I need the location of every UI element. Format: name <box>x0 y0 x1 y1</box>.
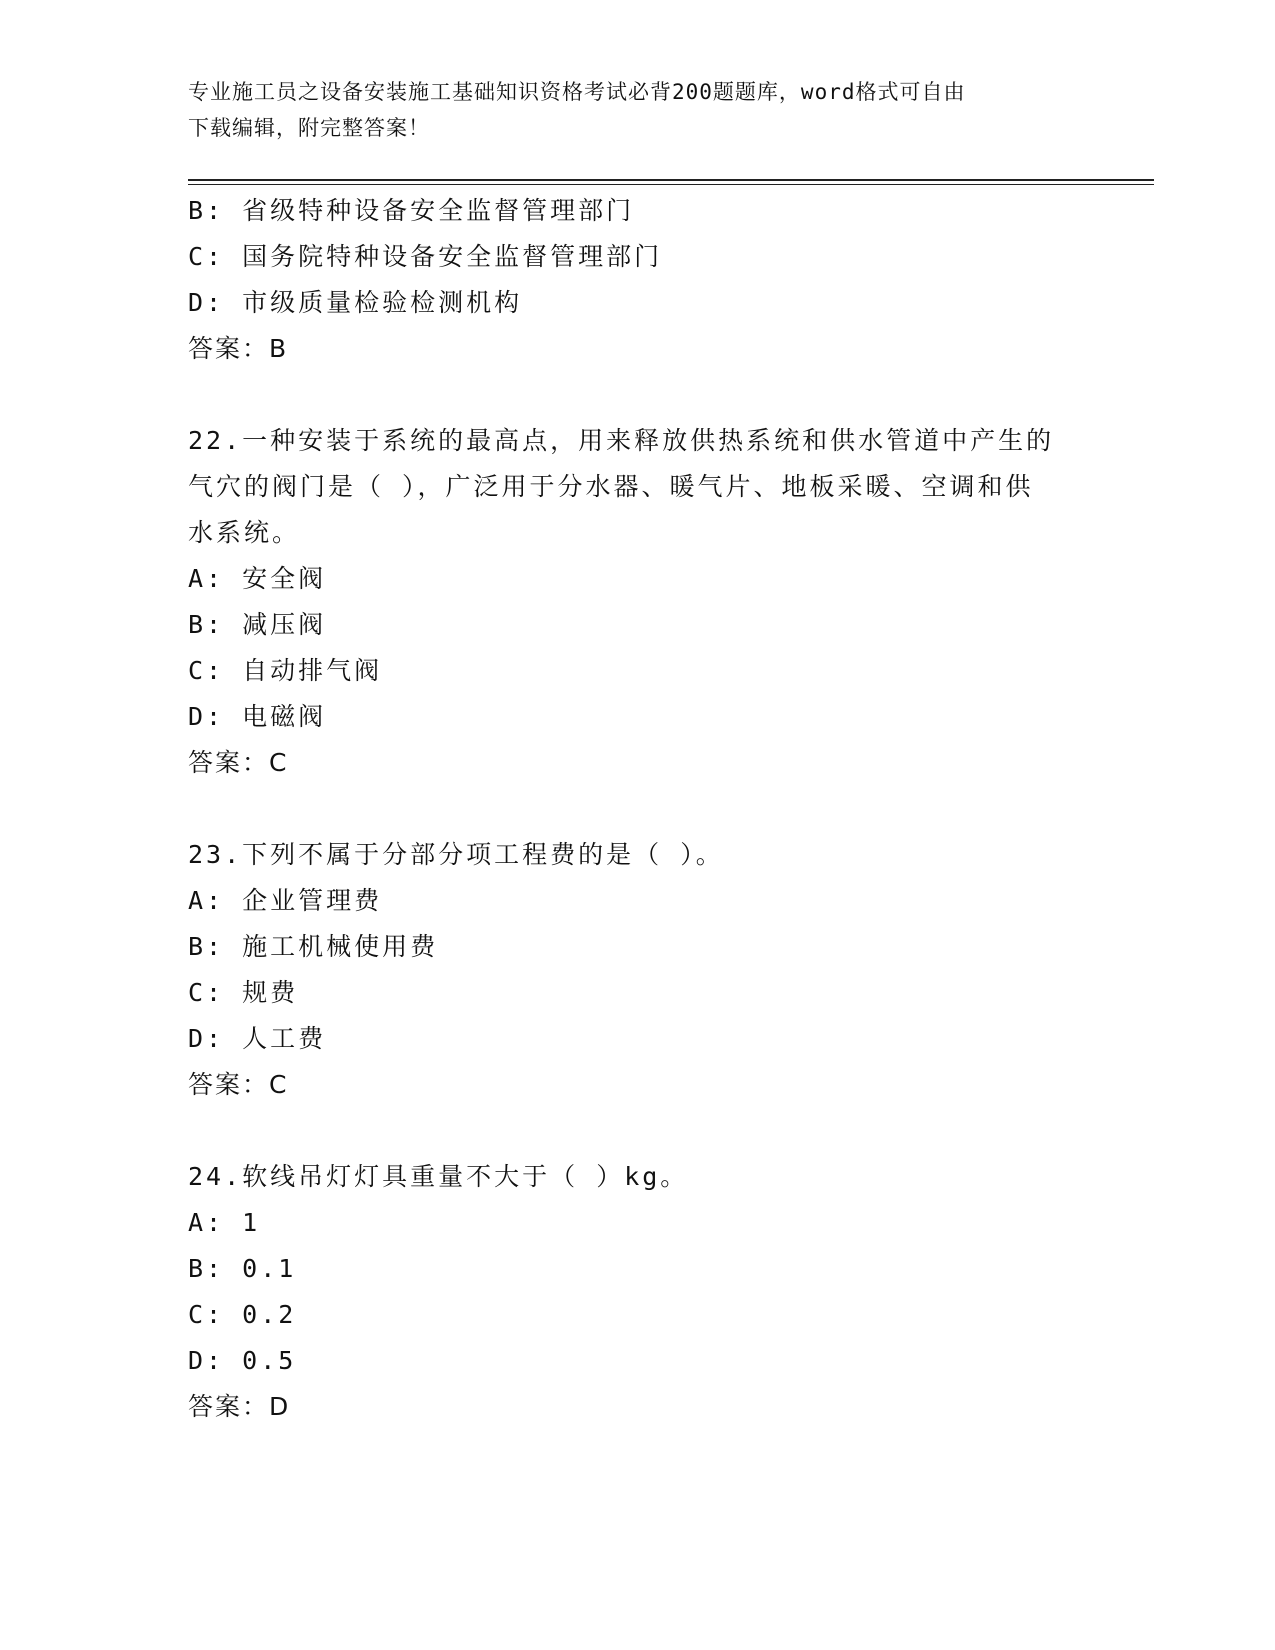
option-a: A: 安全阀 <box>188 564 327 593</box>
spacer <box>188 1108 1088 1154</box>
option-d: D: 人工费 <box>188 1024 327 1053</box>
question-stem-line: 气穴的阀门是（ ），广泛用于分水器、暖气片、地板采暖、空调和供 <box>188 472 1034 501</box>
option-d: D: 0.5 <box>188 1346 297 1375</box>
option-b: B: 减压阀 <box>188 610 327 639</box>
option-b: B: 省级特种设备安全监督管理部门 <box>188 196 635 225</box>
spacer <box>188 372 1088 418</box>
answer-label: 答案：C <box>188 1070 289 1099</box>
option-d: D: 市级质量检验检测机构 <box>188 288 523 317</box>
answer-label: 答案：D <box>188 1392 291 1421</box>
header-line-1: 专业施工员之设备安装施工基础知识资格考试必背200题题库，word格式可自由 <box>188 80 966 104</box>
question-list <box>188 188 1088 1430</box>
question-stem-line: 23.下列不属于分部分项工程费的是（ ）。 <box>188 840 724 869</box>
option-c: C: 0.2 <box>188 1300 297 1329</box>
question-24 <box>188 1154 1088 1430</box>
answer-label: 答案：B <box>188 334 289 363</box>
option-c: C: 自动排气阀 <box>188 656 383 685</box>
question-22 <box>188 418 1088 786</box>
document-header <box>188 74 1068 146</box>
header-rule-thin <box>188 184 1154 185</box>
spacer <box>188 786 1088 832</box>
answer-label: 答案：C <box>188 748 289 777</box>
option-d: D: 电磁阀 <box>188 702 327 731</box>
option-b: B: 0.1 <box>188 1254 297 1283</box>
option-a: A: 企业管理费 <box>188 886 383 915</box>
header-rule-thick <box>188 179 1154 181</box>
question-stem-line: 水系统。 <box>188 518 301 547</box>
header-line-2: 下载编辑，附完整答案！ <box>188 116 430 140</box>
option-c: C: 规费 <box>188 978 299 1007</box>
question-stem-line: 22.一种安装于系统的最高点，用来释放供热系统和供水管道中产生的 <box>188 426 1055 455</box>
option-a: A: 1 <box>188 1208 261 1237</box>
option-b: B: 施工机械使用费 <box>188 932 439 961</box>
question-stem-line: 24.软线吊灯灯具重量不大于（ ）kg。 <box>188 1162 689 1191</box>
option-c: C: 国务院特种设备安全监督管理部门 <box>188 242 663 271</box>
question-23 <box>188 832 1088 1108</box>
question-21-continuation <box>188 188 1088 372</box>
